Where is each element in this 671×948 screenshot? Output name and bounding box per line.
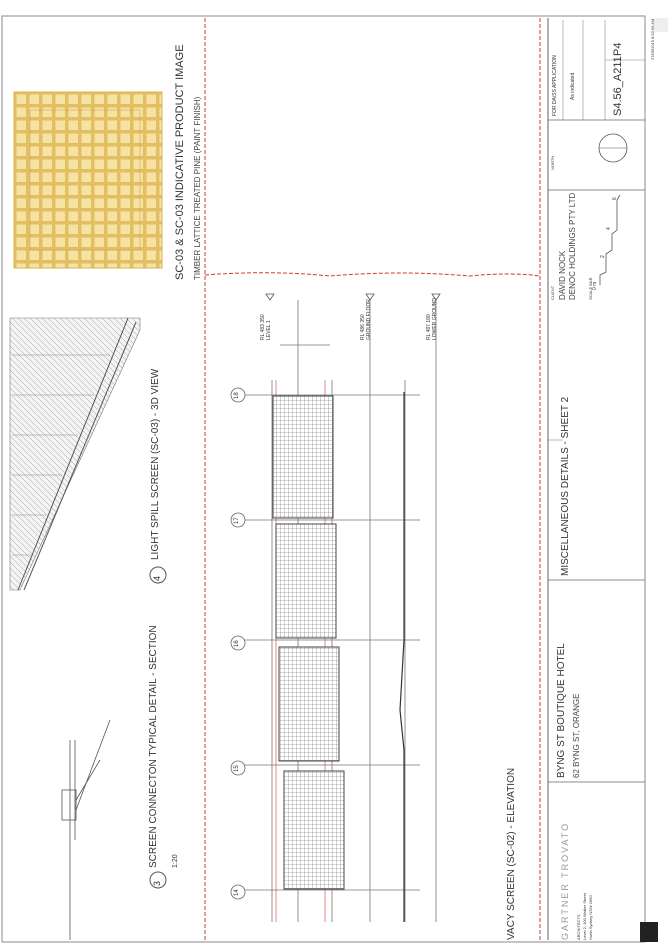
grid-label: 15: [234, 765, 240, 772]
date-stamp: 27/09/2019 8:52:59 AM: [650, 18, 655, 60]
drawing-title: MISCELLANEOUS DETAILS - SHEET 2: [560, 396, 571, 576]
level-sublabel: GROUND FLOOR: [366, 299, 372, 340]
project-address: 62 BYNG ST, ORANGE: [572, 693, 581, 778]
scale-tick: 4: [606, 227, 612, 230]
view-number-4: 4: [152, 575, 162, 581]
logo-line: Level 2, 100 Walker Street: [582, 893, 587, 940]
client-name: DAVID NOCK: [558, 250, 567, 300]
scale-bar: [600, 195, 620, 285]
3d-view-title: LIGHT SPILL SCREEN (SC-03) - 3D VIEW: [150, 368, 161, 560]
scale-tick: 6: [612, 197, 618, 200]
revision: P4: [612, 42, 624, 56]
revision-cloud: [205, 18, 540, 940]
grid-label: 14: [234, 889, 240, 896]
status-text: FOR DA/SS APPLICATION: [552, 55, 558, 116]
mesh-panel: [276, 524, 336, 638]
level-sublabel: LOWER GROUND: [432, 298, 438, 340]
level-label: RL 487 180: [426, 314, 432, 340]
level-label: RL 483 350: [260, 314, 266, 340]
scale-tick: 2: [600, 255, 606, 258]
level-sublabel: LEVEL 1: [266, 320, 272, 340]
grid-label: 18: [234, 392, 240, 399]
mesh-panel: [284, 771, 344, 889]
mesh-panel: [279, 647, 339, 761]
scale-tick: 0 m: [592, 281, 598, 290]
section-detail: [62, 720, 110, 940]
view-number-3: 3: [152, 880, 162, 886]
product-image-subtitle: TIMBER LATTICE TREATED PINE (PAINT FINISH): [193, 96, 202, 280]
product-image-title: SC-03 & SC-03 INDICATIVE PRODUCT IMAGE: [174, 44, 186, 280]
north-label: NORTH: [550, 155, 555, 170]
grid-label: 16: [234, 640, 240, 647]
logo-line: ARCHITECTS: [576, 914, 581, 940]
grid-label: 17: [234, 517, 240, 524]
section-view-title: SCREEN CONNECTON TYPICAL DETAIL - SECTION: [148, 625, 159, 868]
client-label: CLIENT: [550, 285, 555, 300]
elevation-title: VACY SCREEN (SC-02) - ELEVATION: [506, 767, 517, 940]
logo-tab: [640, 922, 658, 942]
client-company: DENOC HOLDINGS PTY LTD: [568, 192, 577, 300]
mesh-panel: [273, 396, 333, 518]
level-label: RL 486 350: [360, 314, 366, 340]
logo-line: North Sydney NSW 2060: [588, 895, 593, 940]
ground-line: [400, 392, 404, 922]
scale-value: As indicated: [570, 72, 576, 100]
scale-bar-label: SCALE BAR: [588, 277, 593, 300]
drawing-number: S4.56_A211: [612, 56, 624, 116]
mesh-panels: [273, 396, 344, 889]
project-name: BYNG ST BOUTIQUE HOTEL: [556, 643, 567, 778]
section-view-scale: 1:20: [172, 854, 179, 868]
3d-view: [10, 318, 140, 590]
firm-logo: GARTNER TROVATO: [560, 821, 570, 940]
